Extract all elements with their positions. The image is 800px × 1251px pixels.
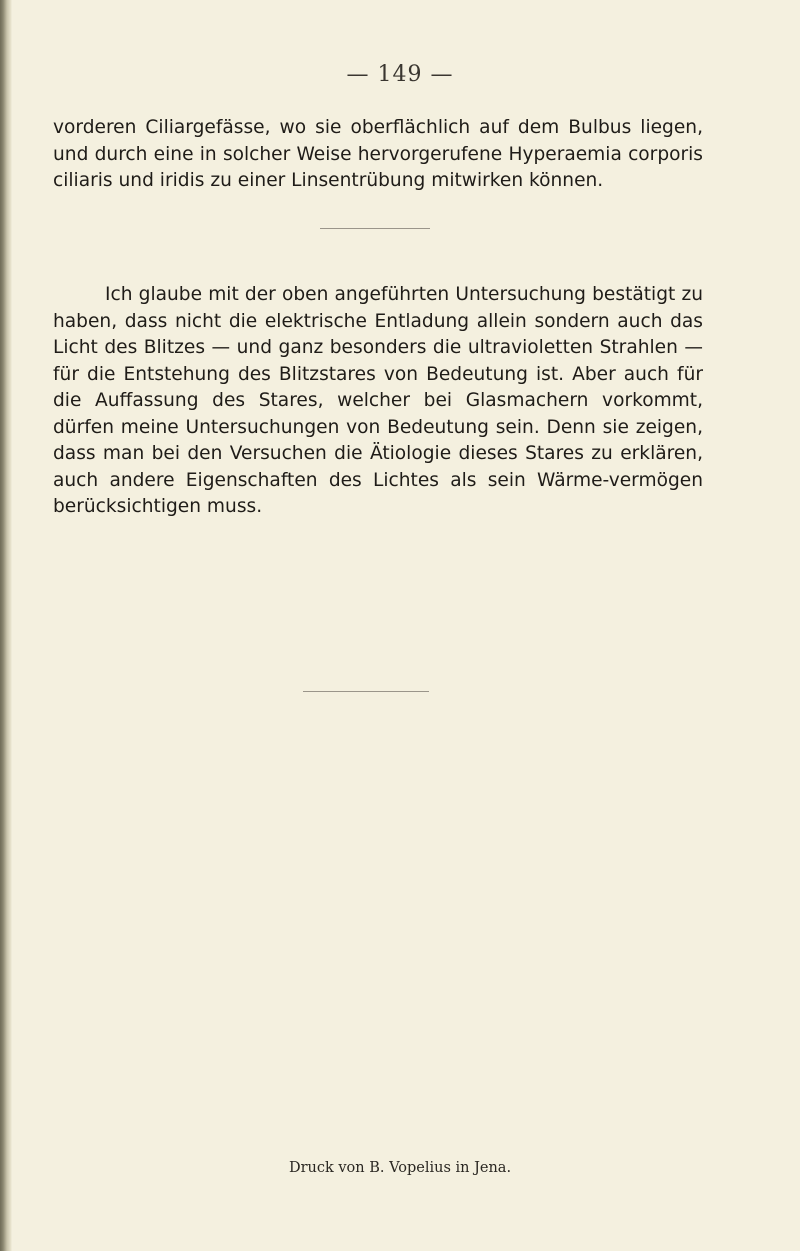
page-binding-edge bbox=[0, 0, 12, 1251]
printer-imprint: Druck von B. Vopelius in Jena. bbox=[288, 1160, 512, 1176]
page-number: — 149 — bbox=[346, 62, 454, 87]
section-divider-rule bbox=[320, 228, 430, 229]
end-divider-rule bbox=[303, 691, 429, 692]
paragraph-continuation: vorderen Ciliargefässe, wo sie oberflächlich auf dem Bulbus liegen, und durch eine in solcher Weise hervorgerufene Hyperaemia corporis ciliaris und iridis zu einer Linsentrübung mitwirken können. bbox=[53, 117, 703, 191]
paragraph-conclusion: Ich glaube mit der oben angeführten Untersuchung bestätigt zu haben, dass nicht die elektrische Entladung allein sondern auch das Licht des Blitzes — und ganz besonders die ultravioletten Strahlen — für die Entstehung des Blitzstares von Bedeutung ist. Aber auch für die Auffassung des Stares, welcher bei Glasmachern vorkommt, dürfen meine Untersuchungen von Bedeutung sein. Denn sie zeigen, dass man bei den Versuchen die Ätiologie dieses Stares zu erklären, auch andere Eigenschaften des Lichtes als sein Wärme-vermögen berücksichtigen muss. bbox=[53, 284, 703, 517]
